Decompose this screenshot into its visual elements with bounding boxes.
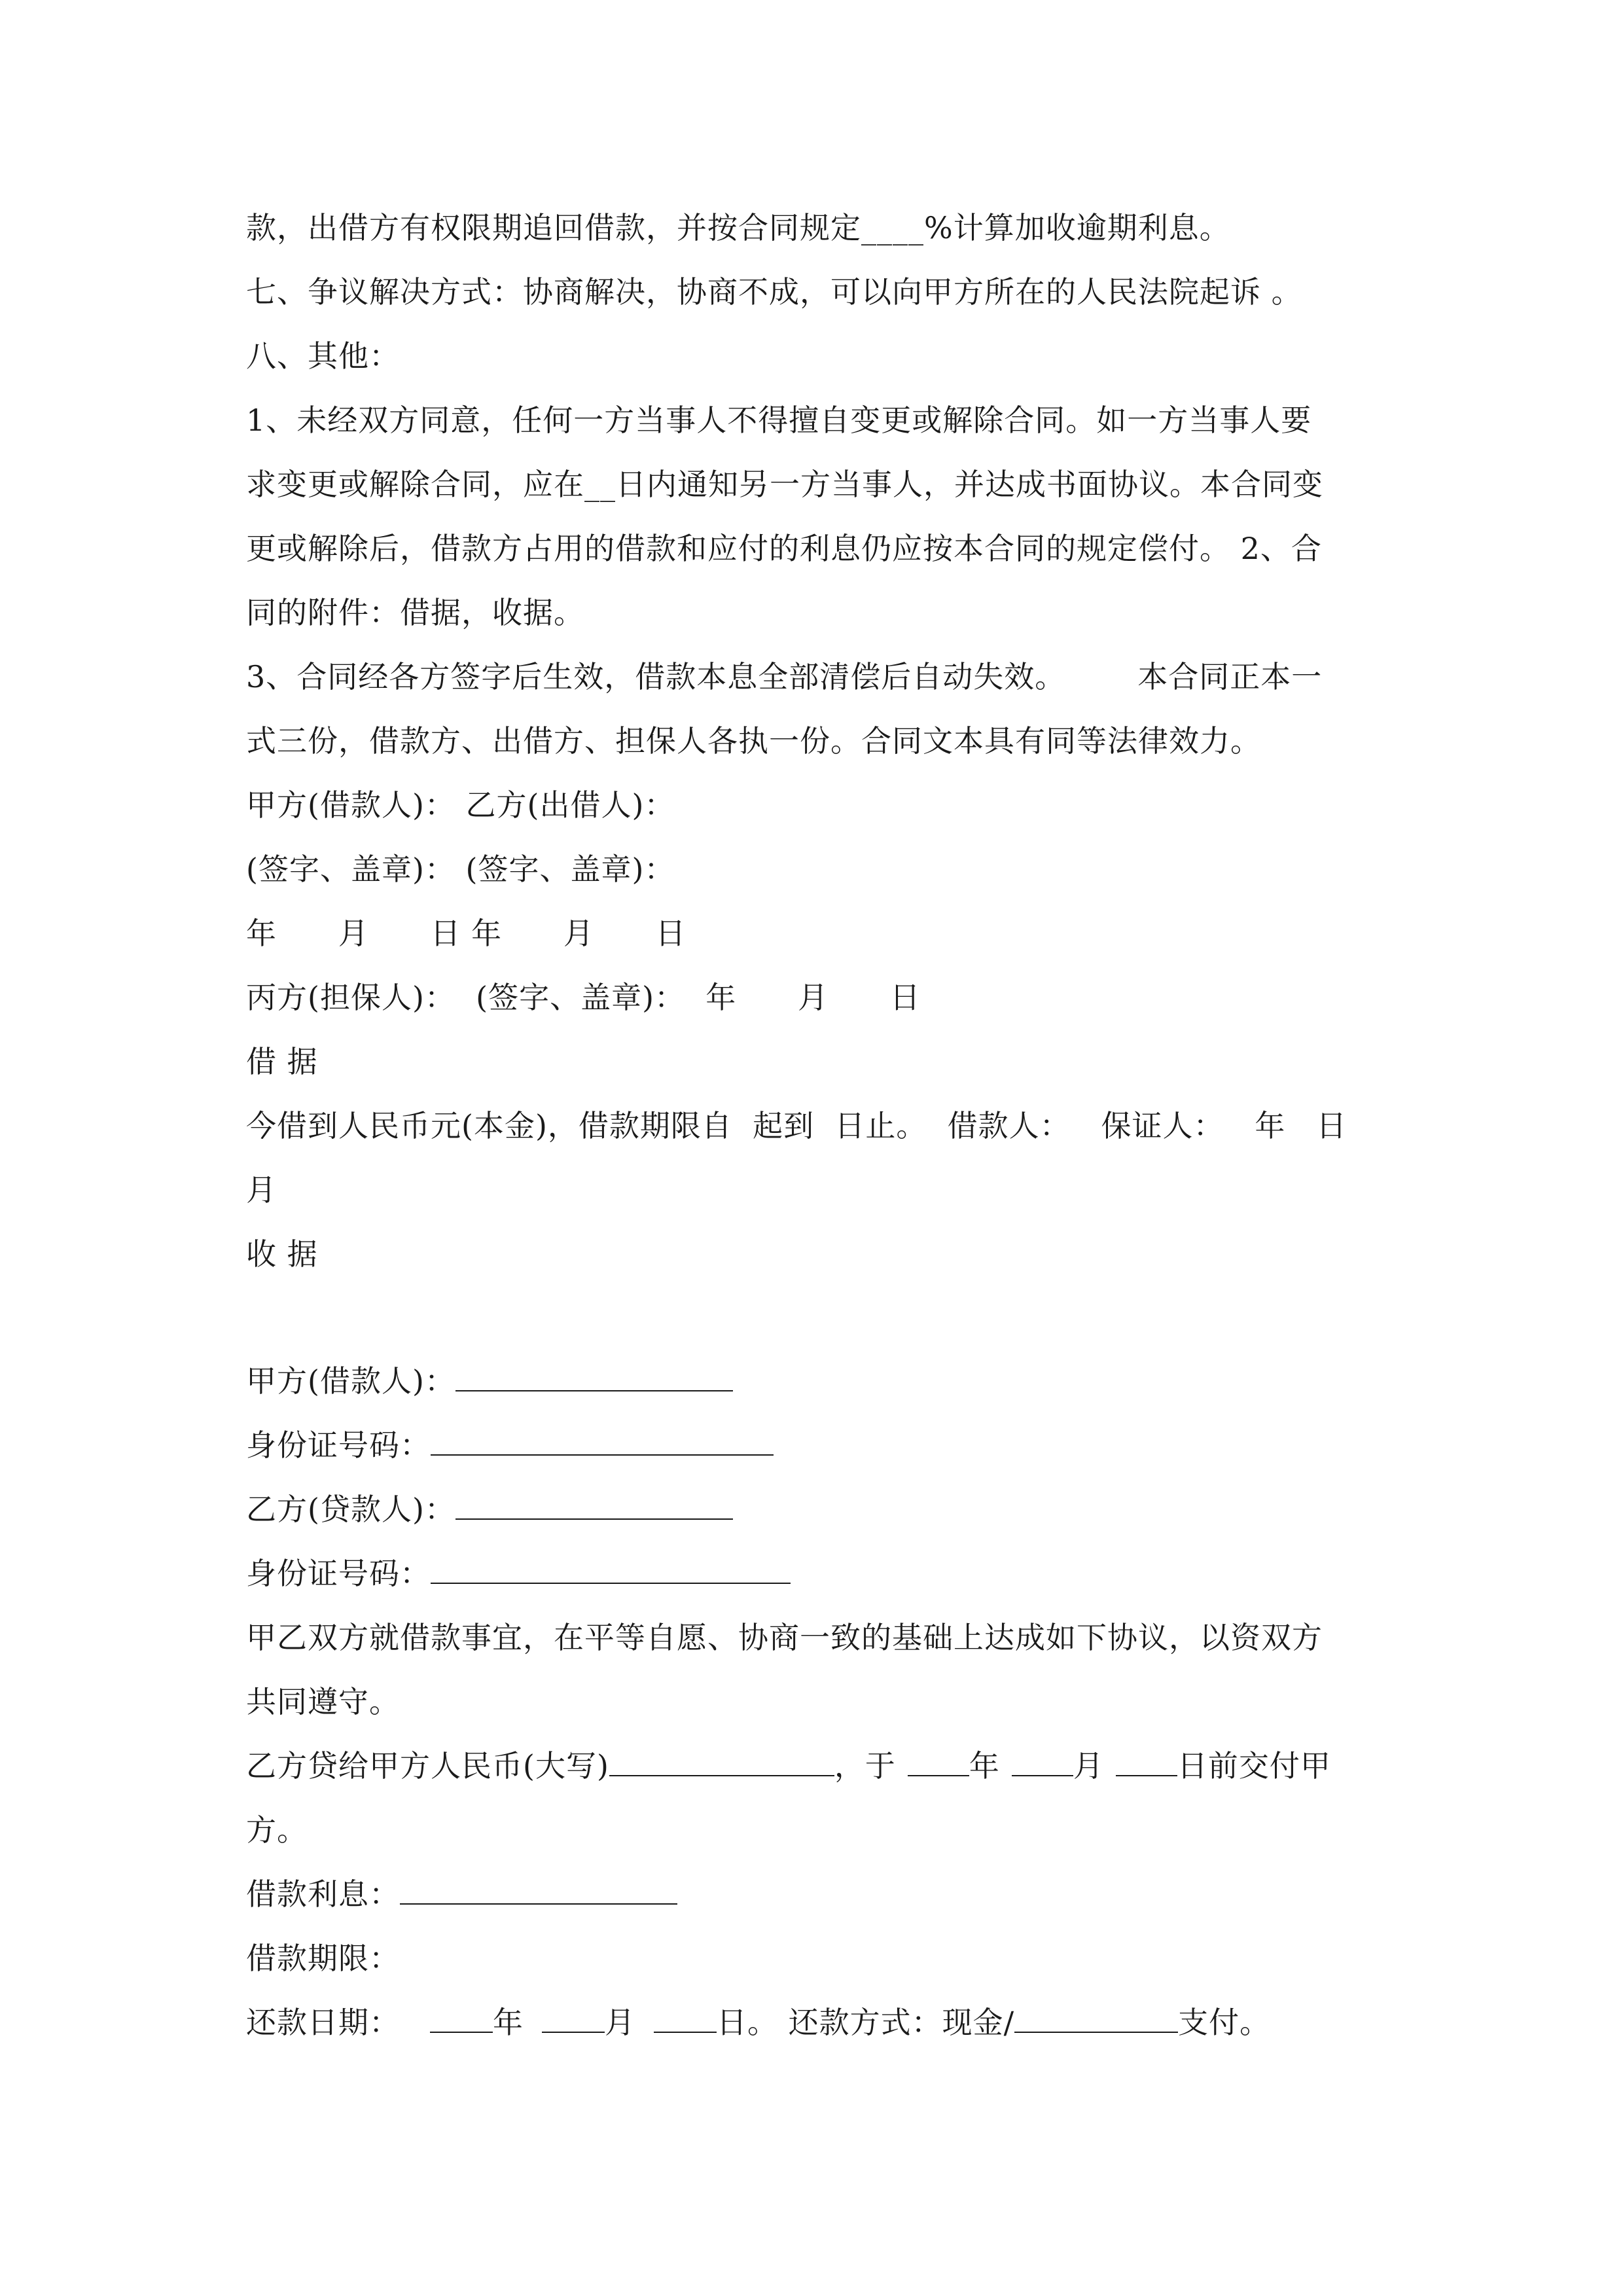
loan-interest-label: 借款利息： [246,1876,400,1912]
loan-amount-label: 乙方贷给甲方人民币(大写) [246,1748,609,1784]
id-number-b-blank[interactable] [431,1554,791,1584]
delivery-day-blank[interactable] [1116,1746,1177,1776]
field-loan-amount [246,1746,1331,1785]
text-line-iou-month: 月 [246,1172,277,1208]
loan-delivery-prefix: ，于 [834,1748,896,1784]
text-line-clause-1a: 1、未经双方同意，任何一方当事人不得擅自变更或解除合同。如一方当事人要 [246,403,1312,438]
text-line-iou-body: 今借到人民币元(本金)，借款期限自 起到 日止。 借款人： 保证人： 年 日 [246,1108,1347,1143]
text-line-date-labels: 年 月 日 年 月 日 [246,916,687,951]
repay-day-blank[interactable] [654,2003,717,2033]
delivery-year-label: 年 [969,1748,1000,1784]
repay-month-blank[interactable] [542,2003,605,2033]
field-id-number-a [246,1426,774,1465]
text-line-attachments: 同的附件：借据，收据。 [246,595,584,630]
id-number-a-blank[interactable] [431,1426,774,1456]
text-line-agreement-b: 共同遵守。 [246,1684,400,1719]
delivery-month-blank[interactable] [1012,1746,1073,1776]
field-repayment [246,2003,1270,2042]
loan-interest-blank[interactable] [400,1874,677,1905]
text-line-copies: 式三份，借款方、出借方、担保人各执一份。合同文本具有同等法律效力。 [246,723,1261,759]
field-loan-interest [246,1874,677,1914]
id-number-a-label: 身份证号码： [246,1427,431,1463]
repayment-date-label: 还款日期： [246,2005,400,2040]
heading-receipt: 收 据 [246,1236,318,1272]
text-line-clause-1b: 求变更或解除合同，应在__日内通知另一方当事人，并达成书面协议。本合同变 [246,467,1323,502]
repay-method-label: 日。 还款方式：现金/ [717,2005,1015,2040]
field-loan-term: 借款期限： [246,1941,400,1976]
loan-amount-blank[interactable] [609,1746,834,1776]
delivery-month-label: 月 [1073,1748,1104,1784]
party-a-blank[interactable] [455,1361,733,1391]
text-line-signature-labels: (签字、盖章)： (签字、盖章)： [246,852,675,887]
field-id-number-b [246,1554,791,1593]
text-line-party-labels: 甲方(借款人)： 乙方(出借人)： [246,787,675,823]
id-number-b-label: 身份证号码： [246,1556,431,1591]
delivery-day-label: 日前交付甲 [1177,1748,1331,1784]
party-b-blank[interactable] [455,1490,733,1520]
repay-method-blank[interactable] [1014,2003,1178,2033]
text-line-clause-1c: 更或解除后，借款方占用的借款和应付的利息仍应按本合同的规定偿付。 2、合 [246,531,1322,566]
text-line-guarantor: 丙方(担保人)： (签字、盖章)： 年 月 日 [246,980,921,1015]
text-line-agreement-a: 甲乙双方就借款事宜，在平等自愿、协商一致的基础上达成如下协议，以资双方 [246,1620,1323,1655]
text-line-others-heading: 八、其他： [246,338,400,374]
text-line-dispute-resolution: 七、争议解决方式：协商解决，协商不成，可以向甲方所在的人民法院起诉 。 [246,274,1302,310]
text-line-overdue-interest: 款，出借方有权限期追回借款，并按合同规定____%计算加收逾期利息。 [246,210,1230,245]
repay-month-label: 月 [605,2005,635,2040]
repay-year-label: 年 [493,2005,524,2040]
text-line-clause-3 [246,657,1322,696]
clause-3-effect: 3、合同经各方签字后生效，借款本息全部清偿后自动失效。 [246,659,1066,694]
text-line-party-a-end: 方。 [246,1812,308,1848]
clause-3-copies: 本合同正本一 [1137,659,1323,694]
party-a-label: 甲方(借款人)： [246,1363,455,1399]
field-party-b-lender [246,1490,733,1529]
repay-pay-label: 支付。 [1178,2005,1271,2040]
repay-year-blank[interactable] [430,2003,493,2033]
delivery-year-blank[interactable] [908,1746,969,1776]
party-b-label: 乙方(贷款人)： [246,1492,455,1527]
field-party-a-borrower [246,1361,733,1401]
heading-receipt-iou: 借 据 [246,1044,318,1079]
